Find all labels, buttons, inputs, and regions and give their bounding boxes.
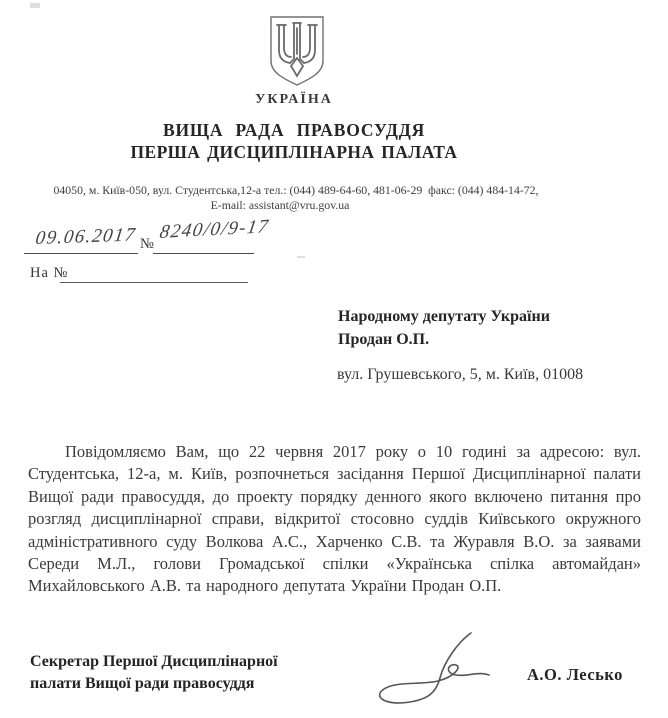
recipient-address: вул. Грушевського, 5, м. Київ, 01008	[337, 366, 584, 383]
reply-to-label: На №	[30, 265, 69, 281]
chamber-name: ПЕРША ДИСЦИПЛІНАРНА ПАЛАТА	[130, 142, 458, 162]
contact-line: 04050, м. Київ-050, вул. Студентська,12-а тел.: (044) 489-64-60, 481-06-29 факс: (044) 484-14-72,	[53, 183, 539, 197]
handwritten-date: 09.06.2017	[34, 224, 138, 249]
organization-name: ВИЩА РАДА ПРАВОСУДДЯ	[162, 120, 426, 140]
signature-handwriting	[368, 630, 503, 708]
scan-artifact	[30, 3, 40, 8]
signer-title	[30, 651, 278, 694]
signer-name: А.О. Лесько	[527, 665, 623, 684]
body-paragraph: Повідомляємо Вам, що 22 червня 2017 року о 10 годині за адресою: вул. Студентська, 12-а, м. Київ, розпочнеться засідання Першої Дисциплінарної палати Вищої ради правосуддя, до проекту порядку денного якого включено питання про розгляд дисциплінарної справи, відкритої стосовно суддів Київського окружного адміністративного суду Волкова А.С., Харченко С.В. та Журавля В.О. за заявами Середи М.Л., голови Громадської спілки «Українська спілка автомайдан» Михайловського А.В. та народного депутата України Продан О.П.	[28, 442, 641, 596]
tryzub-emblem-icon	[262, 14, 332, 88]
reply-underline	[60, 282, 248, 283]
email-line: E-mail: assistant@vru.gov.ua	[210, 198, 350, 212]
handwritten-number: 8240/0/9-17	[158, 216, 271, 243]
number-label: №	[140, 236, 154, 252]
country-title: УКРАЇНА	[255, 92, 333, 107]
signer-title-line2: палати Вищої ради правосуддя	[30, 674, 255, 692]
recipient-block	[338, 305, 638, 351]
number-underline	[153, 253, 254, 254]
recipient-title: Народному депутату України	[338, 308, 550, 325]
scan-artifact	[297, 256, 305, 258]
recipient-name: Продан О.П.	[338, 331, 430, 348]
date-underline	[24, 253, 138, 254]
signer-title-line1: Секретар Першої Дисциплінарної	[30, 653, 278, 670]
